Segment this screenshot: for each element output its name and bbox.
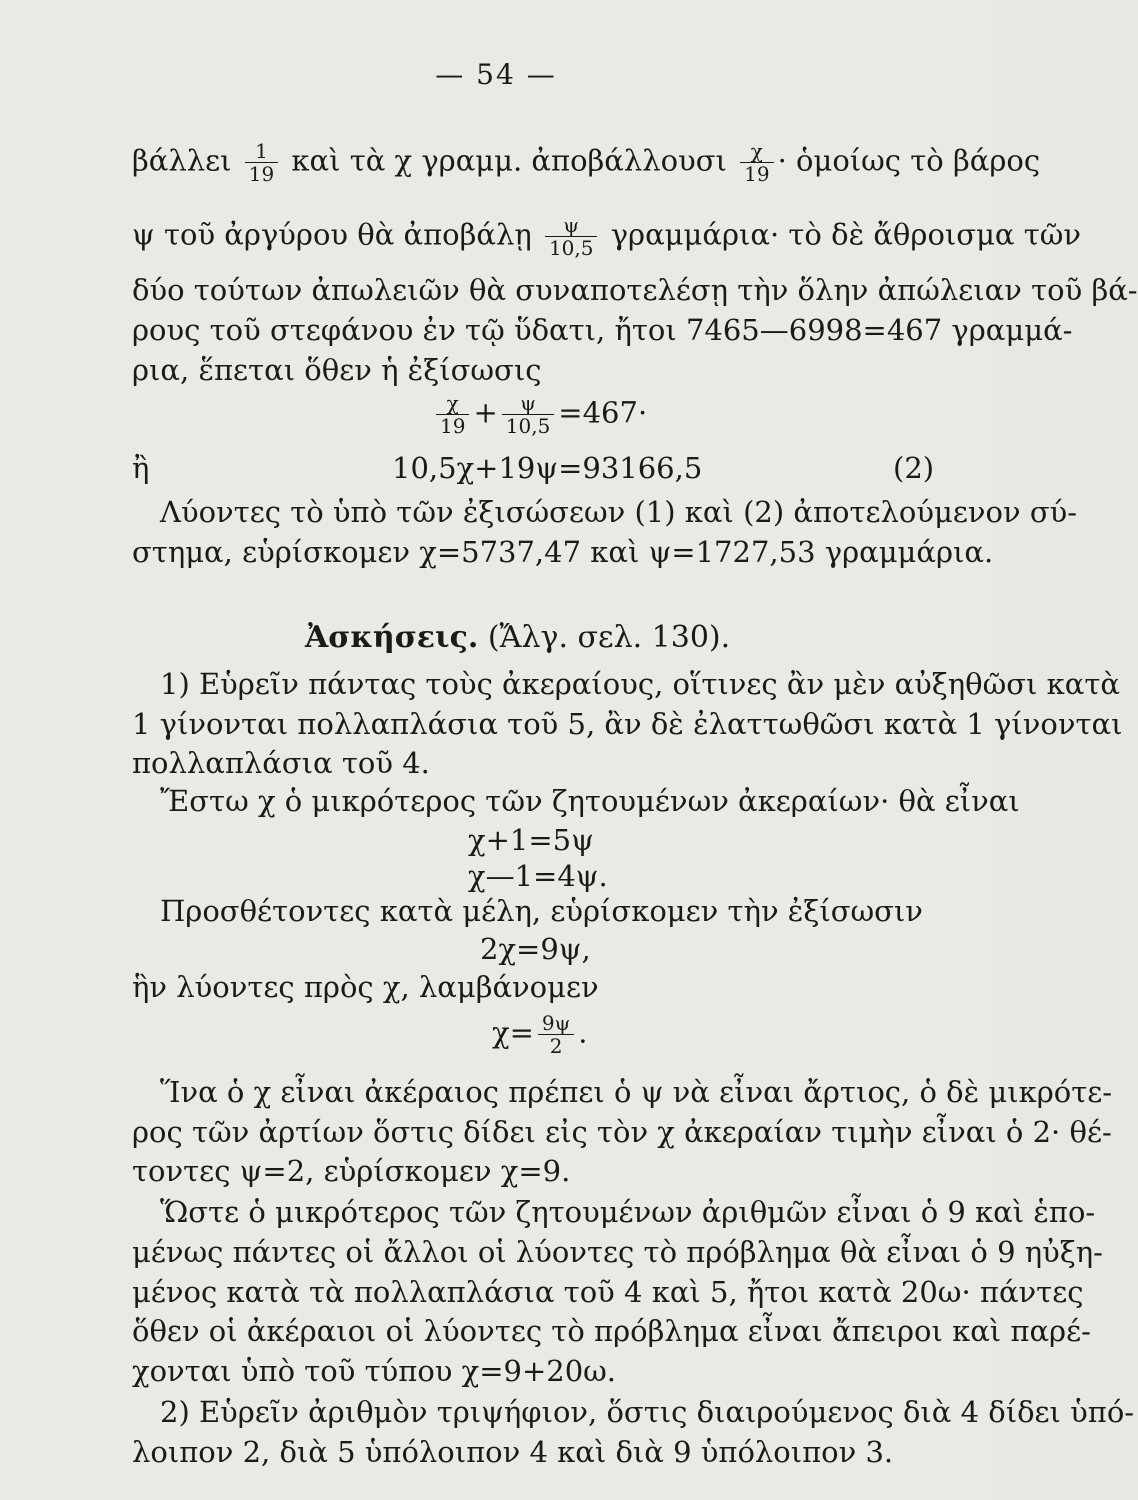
text-line: πολλαπλάσια τοῦ 4. <box>132 746 430 780</box>
text-line: χονται ὑπὸ τοῦ τύπου χ=9+20ω. <box>132 1354 617 1388</box>
equation <box>432 392 647 437</box>
fraction <box>436 392 469 437</box>
text-run: καὶ τὰ χ γραμμ. ἀποβάλλουσι <box>291 143 727 178</box>
text-line: μένως πάντες οἱ ἄλλοι οἱ λύοντες τὸ πρόβλημα θὰ εἶναι ὁ 9 ηὐξη- <box>132 1235 1103 1269</box>
page-number: — 54 — <box>435 58 557 91</box>
text-line: Ὥστε ὁ μικρότερος τῶν ζητουμένων ἀριθμῶν εἶναι ὁ 9 καὶ ἑπο- <box>160 1195 1096 1229</box>
text-line: στημα, εὑρίσκομεν χ=5737,47 καὶ ψ=1727,53 γραμμάρια. <box>132 535 994 569</box>
text-line: Λύοντες τὸ ὑπὸ τῶν ἐξισώσεων (1) καὶ (2) ἀποτελούμενον σύ- <box>160 495 1078 529</box>
text-line: λοιπον 2, διὰ 5 ὑπόλοιπον 4 καὶ διὰ 9 ὑπόλοιπον 3. <box>132 1435 894 1469</box>
equation-tag: (2) <box>893 451 935 485</box>
equation-lhs: χ= <box>492 1015 534 1050</box>
fraction-denominator: 19 <box>440 414 466 438</box>
text-line <box>132 213 1082 260</box>
text-line: 1) Εὑρεῖν πάντας τοὺς ἀκεραίους, οἵτινες ἂν μὲν αὐξηθῶσι κατὰ <box>160 667 1120 701</box>
text-run: ψ τοῦ ἀργύρου θὰ ἀποβάλῃ <box>132 217 532 252</box>
text-line: ρος τῶν ἀρτίων ὅστις δίδει εἰς τὸν χ ἀκεραίαν τιμὴν εἶναι ὁ 2· θέ- <box>132 1115 1112 1149</box>
section-heading <box>305 618 730 658</box>
equation: χ—1=4ψ. <box>468 859 608 893</box>
fraction-denominator: 10,5 <box>505 414 551 438</box>
fraction <box>740 140 773 185</box>
text-run: βάλλει <box>132 143 232 178</box>
equation-end: . <box>578 1015 588 1050</box>
fraction <box>545 214 598 259</box>
equation <box>492 1012 588 1057</box>
plus-sign: + <box>473 395 498 430</box>
text-line <box>132 139 1041 186</box>
text-line: Ἵνα ὁ χ εἶναι ἀκέραιος πρέπει ὁ ψ νὰ εἶναι ἄρτιος, ὁ δὲ μικρότε- <box>160 1075 1113 1109</box>
text-line: 1 γίνονται πολλαπλάσια τοῦ 5, ἂν δὲ ἐλαττωθῶσι κατὰ 1 γίνονται <box>132 707 1123 741</box>
fraction-denominator: 10,5 <box>548 236 594 260</box>
text-line: 2) Εὑρεῖν ἀριθμὸν τριψήφιον, ὅστις διαιρούμενος διὰ 4 δίδει ὑπό- <box>160 1395 1135 1429</box>
fraction-denominator: 19 <box>248 162 275 186</box>
text-line: Ἔστω χ ὁ μικρότερος τῶν ζητουμένων ἀκεραίων· θὰ εἶναι <box>160 784 1020 818</box>
text-line: ρους τοῦ στεφάνου ἐν τῷ ὕδατι, ἤτοι 7465—6998=467 γραμμά- <box>132 313 1073 347</box>
equation: χ+1=5ψ <box>468 823 594 857</box>
fraction-numerator: χ <box>740 140 773 163</box>
text-line: ἣν λύοντες πρὸς χ, λαμβάνομεν <box>132 970 599 1004</box>
text-line: μένος κατὰ τὰ πολλαπλάσια τοῦ 4 καὶ 5, ἤτοι κατὰ 20ω· πάντες <box>132 1275 1084 1309</box>
heading-bold: Ἀσκήσεις. <box>305 620 479 655</box>
fraction-numerator: 1 <box>245 140 278 163</box>
text-line: ρια, ἕπεται ὅθεν ἡ ἐξίσωσις <box>132 353 542 387</box>
fraction <box>538 1012 574 1057</box>
equation-lead: ἢ <box>132 451 150 485</box>
fraction-numerator: χ <box>436 392 469 415</box>
fraction-denominator: 2 <box>549 1034 563 1058</box>
equation-rhs: =467· <box>558 395 648 430</box>
fraction-numerator: ψ <box>545 214 598 237</box>
fraction-denominator: 19 <box>744 162 770 186</box>
text-line: Προσθέτοντες κατὰ μέλη, εὑρίσκομεν τὴν ἐξίσωσιν <box>160 894 923 928</box>
equation: 2χ=9ψ, <box>480 932 591 966</box>
fraction-numerator: 9ψ <box>538 1012 574 1035</box>
text-line: δύο τούτων ἀπωλειῶν θὰ συναποτελέσῃ τὴν ὅλην ἀπώλειαν τοῦ βά- <box>132 273 1138 307</box>
fraction-numerator: ψ <box>502 392 555 415</box>
text-run: γραμμάρια· τὸ δὲ ἄθροισμα τῶν <box>610 217 1082 252</box>
fraction <box>502 392 555 437</box>
text-run: · ὁμοίως τὸ βάρος <box>777 143 1041 178</box>
fraction <box>245 140 278 185</box>
text-line: τοντες ψ=2, εὑρίσκομεν χ=9. <box>132 1154 571 1188</box>
heading-ref: (Ἄλγ. σελ. 130). <box>478 620 731 655</box>
equation: 10,5χ+19ψ=93166,5 <box>392 451 703 485</box>
text-line: ὅθεν οἱ ἀκέραιοι οἱ λύοντες τὸ πρόβλημα εἶναι ἄπειροι καὶ παρέ- <box>132 1314 1091 1348</box>
